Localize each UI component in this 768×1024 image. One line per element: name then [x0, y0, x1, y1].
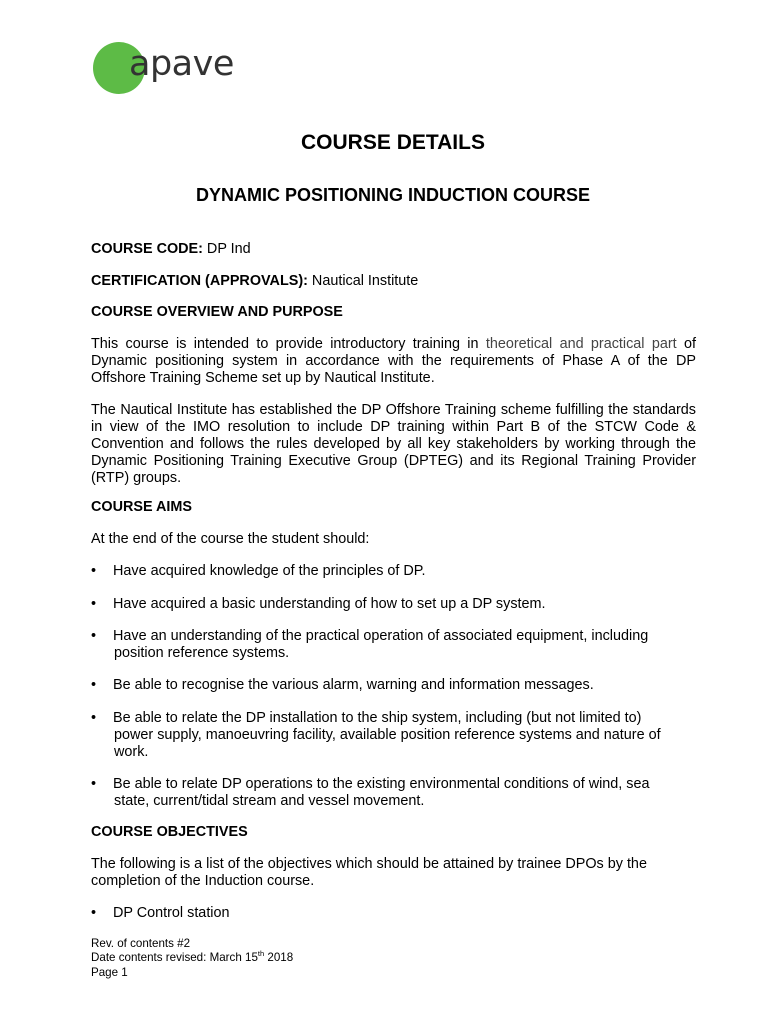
objectives-intro: The following is a list of the objectives which should be attained by trainee DPOs by the completion of the Induction course. [91, 856, 647, 890]
aim-item-text: Have acquired a basic understanding of how to set up a DP system. [113, 596, 546, 612]
overview-paragraph-1 [91, 336, 696, 387]
date-revised-year: 2018 [264, 951, 294, 965]
page-footer [91, 937, 293, 980]
aims-intro: At the end of the course the student should: [91, 531, 370, 547]
logo-text: apave [129, 44, 234, 84]
aim-item-text: Have an understanding of the practical operation of associated equipment, including [113, 628, 649, 644]
bullet-icon: • [91, 710, 97, 726]
bullet-icon: • [91, 677, 97, 693]
certification-line [91, 273, 696, 290]
course-code-label: COURSE CODE: [91, 241, 203, 257]
overview-p1-end: of Dynamic positioning system in accordance with the requirements of Phase A of the DP Offshore Training Scheme set up by Nautical Institute. [91, 336, 696, 387]
course-code-line [91, 241, 696, 258]
objective-item-text: DP Control station [113, 905, 230, 921]
overview-p1-highlight: theoretical and practical part [485, 336, 677, 352]
aim-item-continuation: power supply, manoeuvring facility, available position reference systems and nature of work. [114, 727, 661, 761]
bullet-icon: • [91, 596, 97, 612]
aims-heading: COURSE AIMS [91, 499, 193, 515]
overview-heading: COURSE OVERVIEW AND PURPOSE [91, 304, 343, 320]
course-code-value: DP Ind [202, 241, 251, 257]
bullet-icon: • [91, 563, 97, 579]
certification-value: Nautical Institute [307, 273, 419, 289]
date-revised-line [91, 951, 293, 965]
aim-item-continuation: state, current/tidal stream and vessel movement. [114, 793, 425, 810]
aim-item-continuation: position reference systems. [114, 645, 290, 662]
course-title: DYNAMIC POSITIONING INDUCTION COURSE [195, 185, 590, 205]
revision-text: Rev. of contents #2 [91, 937, 191, 950]
certification-label: CERTIFICATION (APPROVALS): [91, 273, 308, 289]
page-title: COURSE DETAILS [301, 131, 485, 154]
bullet-icon: • [91, 905, 97, 921]
aim-item-text: Be able to relate the DP installation to the ship system, including (but not limited to) [113, 710, 642, 726]
bullet-icon: • [91, 628, 97, 644]
objectives-heading: COURSE OBJECTIVES [91, 824, 248, 840]
date-revised-label: Date contents revised: March 15 [91, 951, 258, 965]
overview-paragraph-2: The Nautical Institute has established the DP Offshore Training scheme fulfilling the standards in view of the IMO resolution to include DP training within Part B of the STCW Code & Convention and follows the rules developed by all key stakeholders by working through the Dynamic Positioning Training Executive Group (DPTEG) and its Regional Training Provider (RTP) groups. [91, 402, 696, 487]
aim-item-text: Be able to recognise the various alarm, warning and information messages. [113, 677, 594, 693]
aim-item-text: Be able to relate DP operations to the existing environmental conditions of wind, sea [113, 776, 650, 792]
overview-p1-start: This course is intended to provide introductory training in [91, 336, 486, 352]
date-ordinal-suffix: th [257, 949, 265, 959]
bullet-icon: • [91, 776, 97, 792]
page-number: Page 1 [91, 965, 128, 979]
aim-item-text: Have acquired knowledge of the principles of DP. [113, 563, 426, 579]
apave-logo [92, 41, 252, 97]
